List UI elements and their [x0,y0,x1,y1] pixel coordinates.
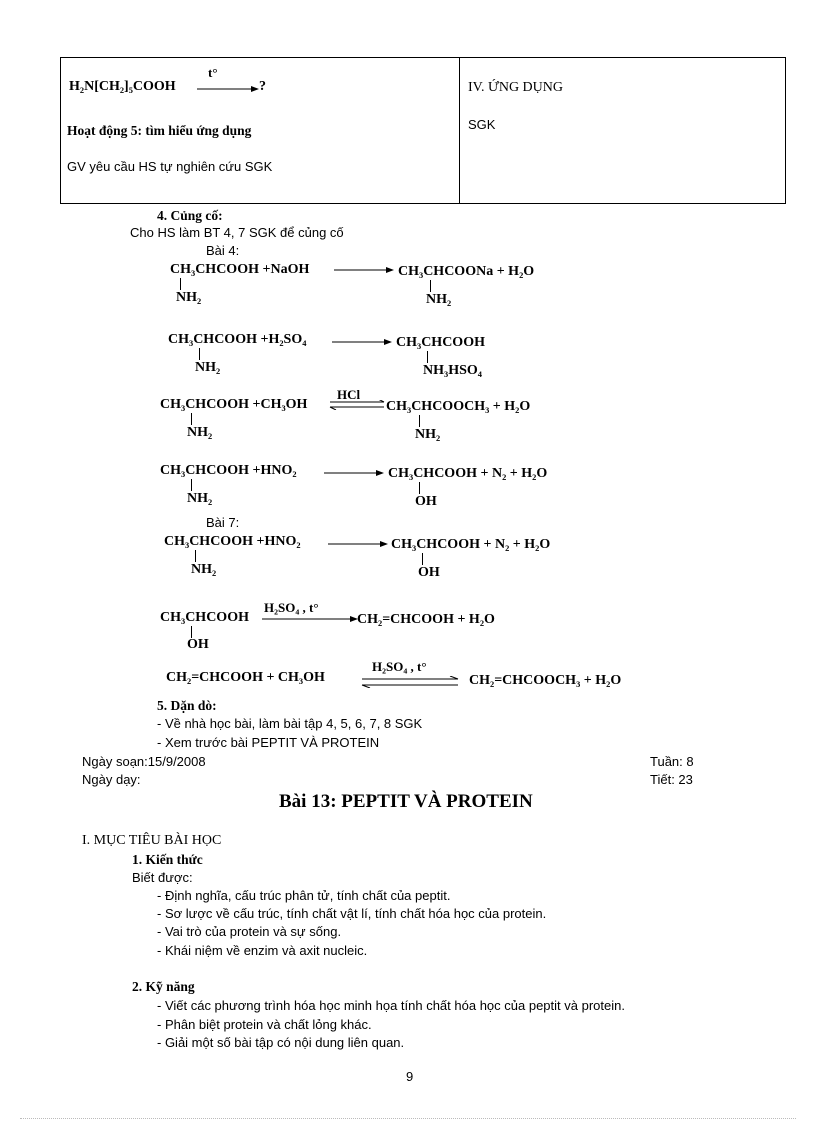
lesson-title: Bài 13: PEPTIT VÀ PROTEIN [279,791,533,812]
knowledge-item-3: - Vai trò của protein và sự sống. [157,924,342,939]
table-divider [459,58,460,203]
section4-title: 4. Củng cố: [157,208,223,223]
knowledge-item-2: - Sơ lược về cấu trúc, tính chất vật lí, tính chất hóa học của protein. [157,906,547,921]
reaction-condition: t° [208,65,218,80]
skills-item-2: - Phân biệt protein và chất lỏng khác. [157,1017,372,1032]
ngay-soan: Ngày soạn:15/9/2008 [82,754,206,769]
r4-lhs-sub: NH₂ [187,491,213,506]
r5-rhs: CH₃CHCOOH + N₂ + H₂O [391,537,551,552]
section4-intro: Cho HS làm BT 4, 7 SGK để củng cố [130,225,344,240]
r2-rhs-sub: NH₃HSO₄ [423,363,482,378]
r5-arrow-icon [328,540,388,548]
objectives-heading: I. MỤC TIÊU BÀI HỌC [82,833,222,848]
r1-arrow-icon [334,266,394,274]
r7-condition: H₂SO₄ , t° [372,659,427,674]
activity-title: Hoạt động 5: tìm hiểu ứng dụng [67,123,252,138]
r1-rhs: CH₃CHCOONa + H₂O [398,264,535,279]
tiet: Tiết: 23 [650,772,693,787]
section5-title: 5. Dặn dò: [157,698,217,713]
knowledge-intro: Biết được: [132,870,193,885]
section-heading-ung-dung: IV. ỨNG DỤNG [468,80,563,95]
r1-lhs-sub: NH₂ [176,290,202,305]
r1-rhs-sub: NH₂ [426,292,452,307]
r1-lhs: CH₃CHCOOH +NaOH [170,262,310,277]
r5-lhs: CH₃CHCOOH +HNO₂ [164,534,301,549]
knowledge-item-1: - Định nghĩa, cấu trúc phân tử, tính chất của peptit. [157,888,451,903]
r2-lhs: CH₃CHCOOH +H₂SO₄ [168,332,307,347]
skills-item-3: - Giải một số bài tập có nội dung liên quan. [157,1035,405,1050]
r5-rhs-sub: OH [418,565,440,580]
r6-lhs: CH₃CHCOOH [160,610,249,625]
tuan: Tuần: 8 [650,754,694,769]
r3-rhs: CH₃CHCOOCH₃ + H₂O [386,399,531,414]
skills-title: 2. Kỹ năng [132,979,195,994]
ung-dung-text: SGK [468,117,496,132]
r6-rhs: CH₂=CHCOOH + H₂O [357,612,495,627]
r7-lhs: CH₂=CHCOOH + CH₃OH [166,670,325,685]
r3-lhs-sub: NH₂ [187,425,213,440]
reaction-reactant: H₂N[CH₂]₅COOH [69,79,176,94]
section5-item-1: - Về nhà học bài, làm bài tập 4, 5, 6, 7, 8 SGK [157,716,423,731]
knowledge-item-4: - Khái niệm về enzim và axit nucleic. [157,943,368,958]
r7-equilibrium-arrow-icon [360,676,460,688]
r2-rhs: CH₃CHCOOH [396,335,485,350]
r4-arrow-icon [324,469,384,477]
section5-item-2: - Xem trước bài PEPTIT VÀ PROTEIN [157,735,380,750]
r3-condition: HCl [337,387,361,402]
knowledge-title: 1. Kiến thức [132,852,203,867]
r4-lhs: CH₃CHCOOH +HNO₂ [160,463,297,478]
page-number: 9 [406,1069,414,1084]
r4-rhs: CH₃CHCOOH + N₂ + H₂O [388,466,548,481]
bai4-label: Bài 4: [206,243,240,258]
r6-arrow-icon [262,615,358,623]
reaction-product: ? [259,79,266,94]
r5-lhs-sub: NH₂ [191,562,217,577]
r4-rhs-sub: OH [415,494,437,509]
footer-divider [20,1118,796,1119]
r3-lhs: CH₃CHCOOH +CH₃OH [160,397,308,412]
r7-rhs: CH₂=CHCOOCH₃ + H₂O [469,673,622,688]
ngay-day: Ngày dạy: [82,772,141,787]
bai7-label: Bài 7: [206,515,240,530]
r2-lhs-sub: NH₂ [195,360,221,375]
r2-arrow-icon [332,338,392,346]
reaction-arrow-icon [197,85,259,93]
skills-item-1: - Viết các phương trình hóa học minh họa tính chất hóa học của peptit và protein. [157,998,625,1013]
r6-lhs-sub: OH [187,637,209,652]
activity-text: GV yêu cầu HS tự nghiên cứu SGK [67,159,273,174]
r3-equilibrium-arrow-icon [328,400,386,410]
r3-rhs-sub: NH₂ [415,427,441,442]
lesson-table [60,57,786,204]
r6-condition: H₂SO₄ , t° [264,600,319,615]
